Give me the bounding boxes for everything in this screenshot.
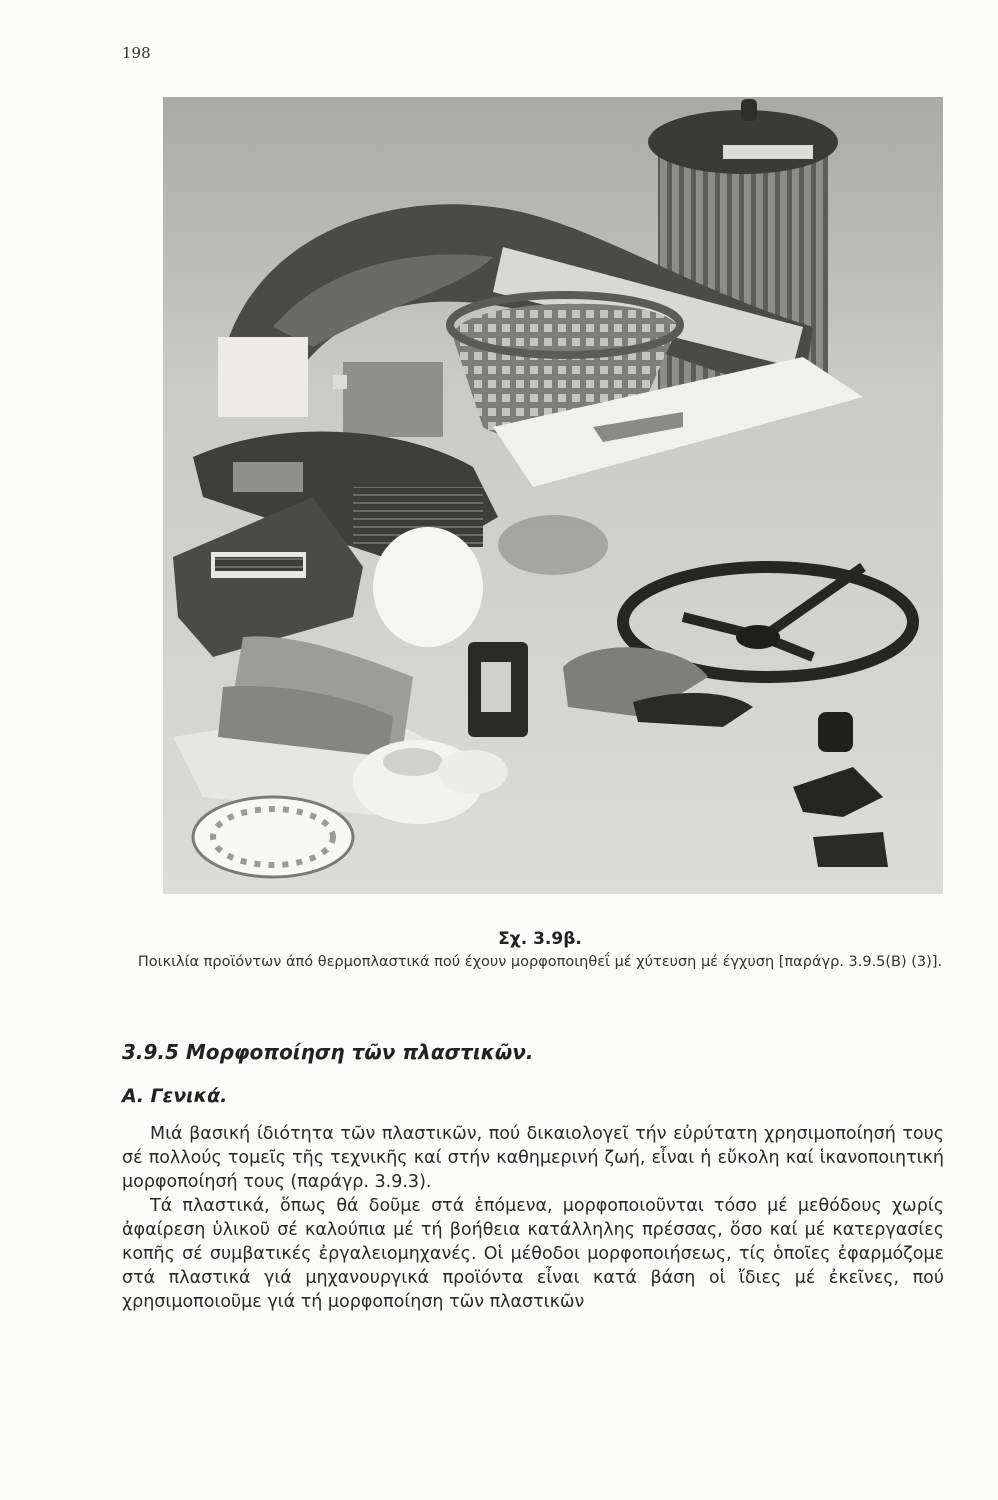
decorated-plate bbox=[193, 797, 353, 877]
figure-caption-text: Ποικιλία προϊόντων άπό θερμοπλαστικά πού έχουν μορφοποιηθεΐ μέ χύτευση μέ έγχυση [παράγρ. 3.9.5(Β) (3)]. bbox=[137, 954, 943, 970]
paragraph: Τά πλαστικά, ὅπως θά δοῦμε στά ἑπόμενα, μορφοποιοῦνται τόσο μέ μεθόδους χωρίς ἀφαίρεση ὑλικοῦ σέ καλούπια μέ τή βοήθεια κατάλληλης πρέσσας, ὅσο καί μέ κατεργασίες κοπῆς σέ συμβατικές ἐργαλειομηχανές. Οἱ μέθοδοι μορφοποιήσεως, τίς ὁποῖες ἐφαρμόζομε στά πλαστικά γιά μηχανουργικά προϊόντα εἶναι κατά βάση οἱ ἴδιες μέ ἐκεῖνες, πού χρησιμοποιοῦμε γιά τή μορφοποίηση τῶν πλαστικῶν bbox=[122, 1196, 944, 1312]
section-heading: 3.9.5 Μορφοποίηση τῶν πλαστικῶν. bbox=[122, 1040, 534, 1064]
body-text bbox=[122, 1122, 944, 1314]
figure-label: Σχ. 3.9β. bbox=[498, 929, 582, 949]
figure-caption bbox=[120, 928, 960, 973]
product-photograph bbox=[163, 97, 943, 894]
paragraph: Μιά βασική ίδιότητα τῶν πλαστικῶν, πού δικαιολογεῖ τήν εὐρύτατη χρησιμοποίησή τους σέ πολλούς τομεῖς τῆς τεχνικῆς καί στήν καθημερινή ζωή, εἶναι ἡ εὔκολη καί ἱκανοποιητική μορφοποίησή τους (παράγρ. 3.9.3). bbox=[122, 1124, 944, 1192]
page-number: 198 bbox=[122, 44, 151, 62]
subsection-heading: Α. Γενικά. bbox=[122, 1085, 228, 1107]
